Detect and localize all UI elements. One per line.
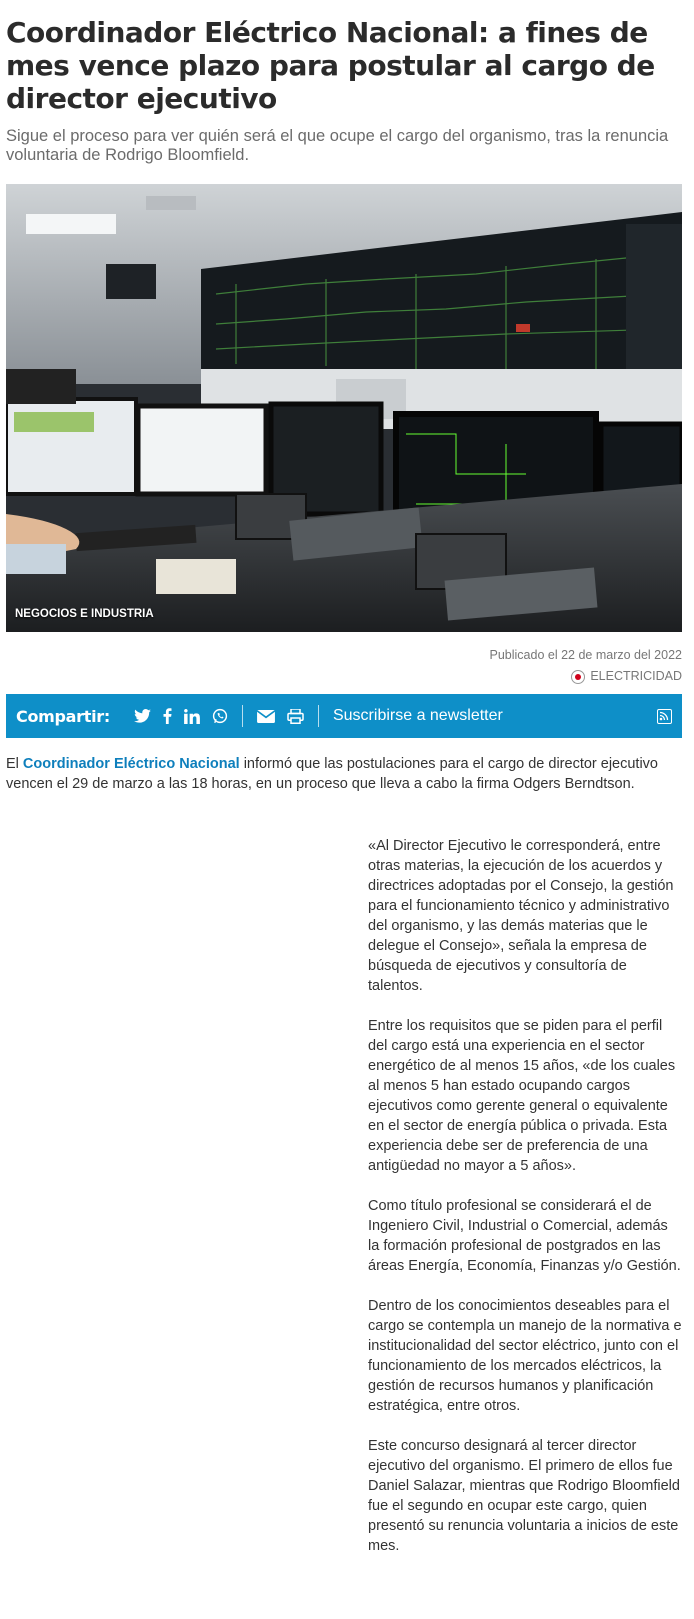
publish-date: Publicado el 22 de marzo del 2022	[489, 648, 682, 662]
article-body	[6, 754, 682, 794]
body-paragraph: «Al Director Ejecutivo le corresponderá, entre otras materias, la ejecución de los acuerdos y directrices adoptadas por el Consejo, la gestión para el funcionamiento técnico y administrativo del organismo, y las demás materias que le delegue el Consejo», señala la empresa de búsqueda de ejecutivos y consultoría de talentos.	[368, 838, 674, 994]
rss-icon[interactable]	[657, 709, 672, 724]
category-label: ELECTRICIDAD	[590, 669, 682, 683]
image-category-tag[interactable]: NEGOCIOS E INDUSTRIA	[15, 608, 154, 620]
share-label: Compartir:	[16, 706, 110, 726]
article-column	[368, 836, 682, 1576]
intro-paragraph: El Coordinador Eléctrico Nacional informó que las postulaciones para el cargo de director ejecutivo vencen el 29 de marzo a las 18 horas, en un proceso que lleva a cabo la firma Odgers Berndtson.	[6, 756, 658, 792]
article-subtitle: Sigue el proceso para ver quién será el que ocupe el cargo del organismo, tras la renuncia voluntaria de Rodrigo Bloomfield.	[6, 127, 669, 164]
linkedin-icon[interactable]	[184, 709, 200, 724]
article-page	[6, 0, 682, 1554]
control-room-photo	[6, 184, 682, 632]
divider	[318, 705, 319, 727]
body-paragraph: Dentro de los conocimientos deseables para el cargo se contempla un manejo de la normativa e institucionalidad del sector eléctrico, junto con el funcionamiento de los mercados eléctricos, la gestión de recursos humanos y planificación estratégica, entre otros.	[368, 1298, 682, 1414]
article-title: Coordinador Eléctrico Nacional: a fines de mes vence plazo para postular al cargo de director ejecutivo	[6, 16, 655, 115]
share-bar	[6, 694, 682, 738]
category-link[interactable]	[490, 667, 683, 686]
facebook-icon[interactable]	[163, 708, 172, 724]
print-icon[interactable]	[287, 709, 304, 724]
mail-icon[interactable]	[257, 710, 275, 723]
twitter-icon[interactable]	[134, 709, 151, 723]
body-paragraph: Este concurso designará al tercer director ejecutivo del organismo. El primero de ellos fue Daniel Salazar, mientras que Rodrigo Bloomfield fue el segundo en ocupar este cargo, quien presentó su renuncia voluntaria a inicios de este mes.	[368, 1438, 680, 1554]
whatsapp-icon[interactable]	[212, 708, 228, 724]
coordinador-link[interactable]: Coordinador Eléctrico Nacional	[22, 756, 240, 772]
body-paragraph: Entre los requisitos que se piden para el perfil del cargo está una experiencia en el sector energético de al menos 15 años, «de los cuales al menos 5 han estado ocupando cargos ejecutivos como gerente general o equivalente en el sector de energía pública o privada. Esta experiencia debe ser de preferencia de una antigüedad no mayor a 5 años».	[368, 1018, 676, 1174]
target-icon	[571, 670, 585, 684]
hero-image	[6, 184, 682, 632]
divider	[242, 705, 243, 727]
body-paragraph: Como título profesional se considerará el de Ingeniero Civil, Industrial o Comercial, además la formación profesional de postgrados en las áreas Energía, Economía, Finanzas y/o Gestión.	[368, 1198, 681, 1274]
article-meta	[490, 646, 683, 686]
newsletter-link[interactable]: Suscribirse a newsletter	[332, 707, 503, 724]
